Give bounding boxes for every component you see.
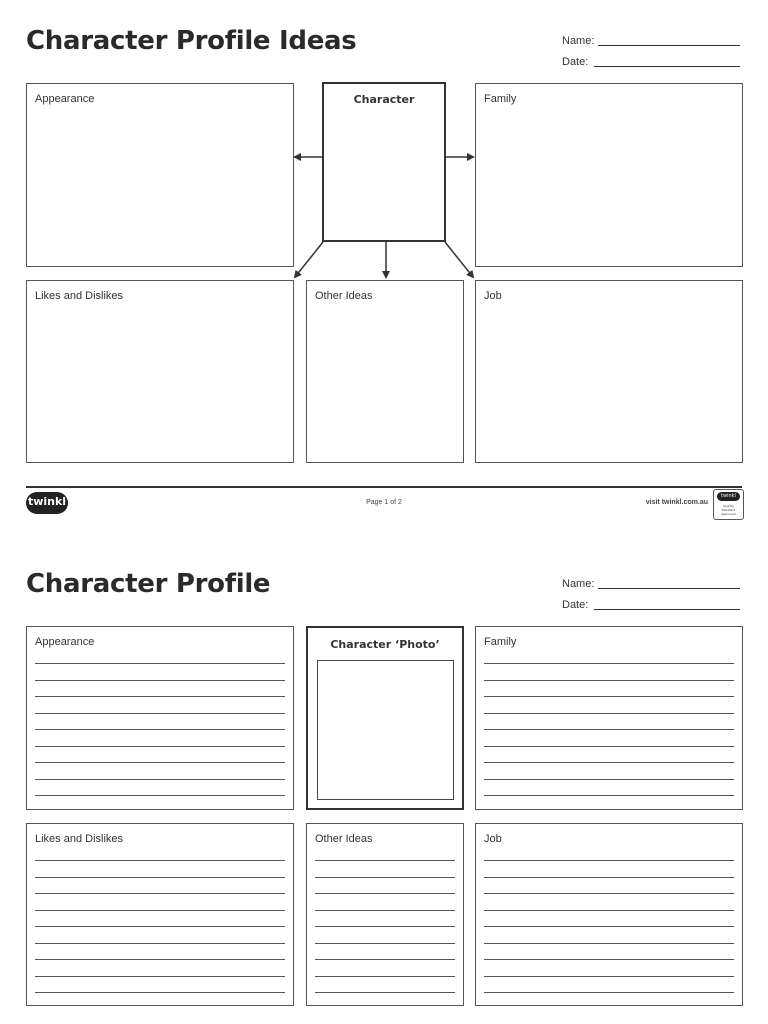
writing-line[interactable] [484,762,734,763]
page-title: Character Profile Ideas [26,26,357,56]
writing-line[interactable] [35,729,285,730]
writing-line[interactable] [35,959,285,960]
writing-line[interactable] [315,992,455,993]
date-label-2: Date: [562,599,589,611]
writing-line[interactable] [484,893,734,894]
writing-line[interactable] [35,762,285,763]
footer-rule [26,486,742,488]
writing-line[interactable] [315,860,455,861]
connector-arrows [0,0,768,300]
writing-line[interactable] [315,877,455,878]
writing-line[interactable] [315,959,455,960]
writing-line[interactable] [315,926,455,927]
likes-dislikes-box[interactable] [26,280,294,463]
writing-line[interactable] [484,959,734,960]
writing-line[interactable] [35,696,285,697]
family-box-2[interactable] [475,626,743,810]
appearance-label: Appearance [35,93,95,105]
other-ideas-box-2[interactable] [306,823,464,1006]
writing-line[interactable] [484,877,734,878]
writing-line[interactable] [35,992,285,993]
writing-line[interactable] [315,976,455,977]
job-label: Job [484,290,502,302]
character-photo-label: Character ‘Photo’ [330,638,440,651]
badge-text: Quality Standard Approved [721,504,736,516]
writing-line[interactable] [35,943,285,944]
arrow-down-right [445,242,473,277]
writing-line[interactable] [35,746,285,747]
likes-dislikes-label: Likes and Dislikes [35,290,124,302]
family-label-2: Family [484,636,517,648]
writing-line[interactable] [35,976,285,977]
name-label: Name: [562,35,595,47]
writing-line[interactable] [484,729,734,730]
character-photo-box[interactable] [306,626,464,810]
writing-line[interactable] [315,910,455,911]
writing-line[interactable] [484,696,734,697]
writing-line[interactable] [35,713,285,714]
other-ideas-box[interactable] [306,280,464,463]
other-ideas-label-2: Other Ideas [315,833,373,845]
family-label: Family [484,93,517,105]
job-label-2: Job [484,833,502,845]
date-field-2[interactable] [594,609,740,610]
other-ideas-label: Other Ideas [315,290,373,302]
name-label-2: Name: [562,578,595,590]
appearance-box-2[interactable] [26,626,294,810]
writing-line[interactable] [484,795,734,796]
job-box-2[interactable] [475,823,743,1006]
page-number: Page 1 of 2 [366,499,402,506]
logo-text: twinkl [27,495,67,508]
writing-line[interactable] [35,663,285,664]
quality-badge-icon [713,489,744,520]
writing-line[interactable] [35,779,285,780]
badge-top: twinkl [717,492,740,501]
writing-line[interactable] [35,926,285,927]
writing-line[interactable] [484,860,734,861]
writing-line[interactable] [35,893,285,894]
writing-line[interactable] [484,680,734,681]
writing-line[interactable] [484,926,734,927]
writing-line[interactable] [35,877,285,878]
character-label: Character [353,93,415,106]
writing-line[interactable] [484,976,734,977]
writing-line[interactable] [35,910,285,911]
likes-dislikes-label-2: Likes and Dislikes [35,833,124,845]
writing-line[interactable] [35,860,285,861]
writing-line[interactable] [315,893,455,894]
writing-line[interactable] [315,943,455,944]
writing-line[interactable] [484,746,734,747]
writing-line[interactable] [484,779,734,780]
writing-line[interactable] [484,713,734,714]
writing-line[interactable] [484,992,734,993]
page2-title: Character Profile [26,569,271,599]
job-box[interactable] [475,280,743,463]
writing-line[interactable] [484,943,734,944]
photo-frame[interactable] [317,660,454,800]
date-label: Date: [562,56,589,68]
writing-line[interactable] [35,680,285,681]
writing-line[interactable] [484,910,734,911]
likes-dislikes-box-2[interactable] [26,823,294,1006]
writing-line[interactable] [484,663,734,664]
writing-line[interactable] [35,795,285,796]
name-field-2[interactable] [598,588,740,589]
appearance-label-2: Appearance [35,636,95,648]
site-link[interactable]: visit twinkl.com.au [645,499,708,506]
arrow-down-left [295,242,323,277]
